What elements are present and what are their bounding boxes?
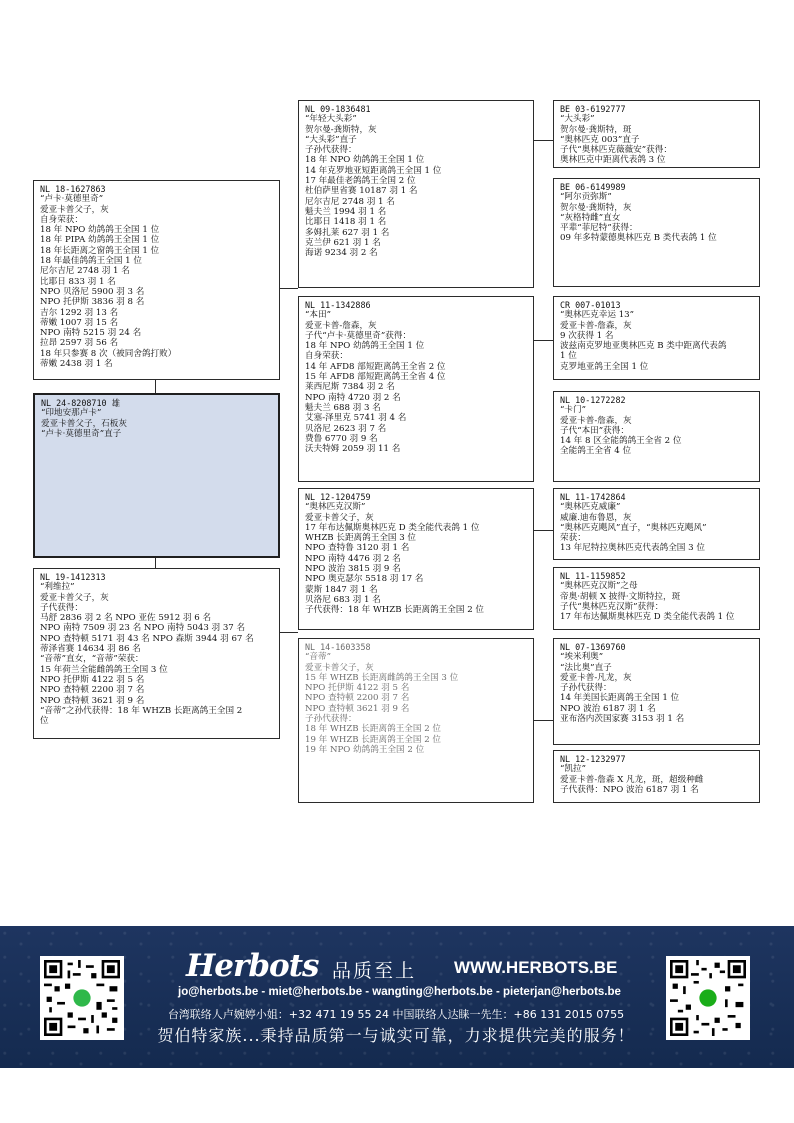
pedigree-line: 17 年最佳老鸽鸽王全国 2 位 bbox=[305, 176, 416, 187]
sire-sire-card bbox=[298, 100, 534, 288]
pedigree-line: NPO 南特 7509 羽 23 名 NPO 南特 5043 羽 37 名 bbox=[40, 623, 246, 634]
qr-code-right bbox=[666, 956, 750, 1040]
dam-dam-dam-card bbox=[553, 750, 760, 803]
pedigree-line: NPO 托伊斯 4122 羽 5 名 bbox=[40, 674, 145, 685]
ring-number: CR 007-01013 bbox=[560, 300, 621, 310]
contact-emails[interactable]: jo@herbots.be - miet@herbots.be - wangting@herbots.be - pieterjan@herbots.be bbox=[178, 986, 621, 998]
pedigree-line: 子代“本田”获得： bbox=[560, 425, 629, 436]
pedigree-line: 克罗地亚鸽王全国 1 位 bbox=[560, 361, 649, 372]
pedigree-line: NPO 查特鲁 3120 羽 1 名 bbox=[305, 543, 410, 554]
subject-card bbox=[33, 393, 280, 558]
pedigree-line: 贺尔曼·龚斯特，灰 bbox=[560, 202, 632, 213]
pedigree-line: “凯拉” bbox=[560, 764, 586, 775]
pedigree-line: WHZB 长距离鸽王全国 3 位 bbox=[305, 533, 417, 544]
connector-sire-subject bbox=[155, 380, 156, 393]
pedigree-line: 爱亚卡普-詹森，灰 bbox=[560, 320, 632, 331]
pedigree-line: 18 年 NPO 幼鸽鸽王全国 1 位 bbox=[40, 225, 160, 236]
pedigree-line: 帝奥·胡顿 X 披得·文斯特拉，斑 bbox=[560, 591, 681, 602]
ring-number: NL 07-1369760 bbox=[560, 642, 626, 652]
dam-dam-card bbox=[298, 638, 534, 803]
pedigree-line: NPO 查特顿 3621 羽 9 名 bbox=[40, 695, 145, 706]
pedigree-line: 尼尔吉尼 2748 羽 1 名 bbox=[40, 266, 130, 277]
sire-sire-sire-card bbox=[553, 100, 760, 168]
pedigree-line: “卢卡·莫德里奇”直子 bbox=[41, 428, 122, 439]
pedigree-line: 14 年克罗地亚短距离鸽王全国 1 位 bbox=[305, 165, 442, 176]
pedigree-line: 贝洛尼 683 羽 1 名 bbox=[305, 594, 381, 605]
footer-banner bbox=[0, 926, 794, 1068]
sire-card bbox=[33, 180, 280, 380]
pedigree-line: “埃米利奥” bbox=[560, 652, 604, 663]
pedigree-line: NPO 南特 5215 羽 24 名 bbox=[40, 328, 142, 339]
pedigree-line: NPO 托伊斯 3836 羽 8 名 bbox=[40, 297, 145, 308]
sire-dam-card bbox=[298, 296, 534, 482]
pedigree-line: “本田” bbox=[305, 310, 331, 321]
pedigree-line: 吉尔 1292 羽 13 名 bbox=[40, 307, 119, 318]
ring-number: NL 12-1232977 bbox=[560, 754, 626, 764]
dam-card bbox=[33, 568, 280, 739]
pedigree-line: 自身荣获： bbox=[40, 214, 83, 225]
pedigree-line: 杜伯萨里省赛 10187 羽 1 名 bbox=[305, 186, 418, 197]
pedigree-line: 尼尔吉尼 2748 羽 1 名 bbox=[305, 196, 395, 207]
pedigree-line: 多姆扎莱 627 羽 1 名 bbox=[305, 227, 390, 238]
pedigree-line: 子代“奥林匹克汉斯”获得： bbox=[560, 601, 664, 612]
pedigree-line: 爱亚卡普父子，灰 bbox=[40, 592, 109, 603]
pedigree-line: 平辈“菲尼特”获得： bbox=[560, 223, 638, 234]
pedigree-line: 14 年 8 区全能鸽鸽王全省 2 位 bbox=[560, 436, 682, 447]
pedigree-line: “印地安那卢卡” bbox=[41, 408, 102, 419]
ring-number: NL 09-1836481 bbox=[305, 104, 371, 114]
connector-gen3-d bbox=[534, 720, 553, 721]
pedigree-line: 子代获得： bbox=[40, 602, 83, 613]
pedigree-line: “奥林匹克 003”直子 bbox=[560, 134, 640, 145]
pedigree-line: 荣获： bbox=[560, 533, 586, 544]
pedigree-line: 爱亚卡普-詹森，灰 bbox=[560, 415, 632, 426]
pedigree-line: NPO 托伊斯 4122 羽 5 名 bbox=[305, 683, 410, 694]
pedigree-line: 比耶日 1418 羽 1 名 bbox=[305, 217, 387, 228]
pedigree-line: 马舒 2836 羽 2 名 NPO 亚佐 5912 羽 6 名 bbox=[40, 613, 212, 624]
pedigree-line: 18 年 WHZB 长距离鸽王全国 2 位 bbox=[305, 724, 442, 735]
pedigree-line: “大头彩” bbox=[560, 114, 595, 125]
qr-code-left-graphic bbox=[44, 960, 120, 1036]
ring-number: NL 11-1742864 bbox=[560, 492, 626, 502]
pedigree-line: NPO 贝洛尼 5900 羽 3 名 bbox=[40, 286, 145, 297]
pedigree-line: “利维拉” bbox=[40, 582, 75, 593]
pedigree-line: NPO 波治 3815 羽 9 名 bbox=[305, 564, 401, 575]
pedigree-line: NPO 查特顿 2200 羽 7 名 bbox=[40, 685, 145, 696]
pedigree-line: 爱亚卡普父子，灰 bbox=[305, 512, 374, 523]
pedigree-line: NPO 查特顿 5171 羽 43 名 NPO 森斯 3944 羽 67 名 bbox=[40, 633, 254, 644]
wechat-icon bbox=[699, 989, 716, 1006]
pedigree-line: 海诺 9234 羽 2 名 bbox=[305, 248, 378, 259]
pedigree-line: “灰格特雌”直女 bbox=[560, 212, 621, 223]
pedigree-line: 全能鸽王全省 4 位 bbox=[560, 446, 632, 457]
pedigree-line: 爱亚卡普-凡龙，灰 bbox=[560, 672, 632, 683]
pedigree-line: 子代获得：18 年 WHZB 长距离鸽王全国 2 位 bbox=[305, 605, 484, 616]
pedigree-line: “奥林匹克威廉” bbox=[560, 502, 621, 513]
pedigree-line: 爱亚卡普父子，灰 bbox=[305, 662, 374, 673]
sire-dam-dam-card bbox=[553, 391, 760, 482]
pedigree-line: 蒂嫩 1007 羽 15 名 bbox=[40, 317, 119, 328]
brand-line bbox=[186, 948, 626, 988]
pedigree-line: “法比奥”直子 bbox=[560, 662, 612, 673]
ring-number: BE 06-6149989 bbox=[560, 182, 626, 192]
pedigree-line: 子代获得：NPO 波治 6187 羽 1 名 bbox=[560, 784, 699, 795]
pedigree-line: 19 年 NPO 幼鸽鸽王全国 2 位 bbox=[305, 744, 425, 755]
pedigree-line: “卡门” bbox=[560, 405, 586, 416]
pedigree-line: 爱亚卡普-詹森 X 凡龙，斑，超级种雌 bbox=[560, 774, 704, 785]
pedigree-line: 莱西尼斯 7384 羽 2 名 bbox=[305, 382, 395, 393]
pedigree-line: 子代“卢卡·莫德里奇”获得： bbox=[305, 330, 412, 341]
pedigree-line: “年轻大头彩” bbox=[305, 114, 357, 125]
pedigree-line: 子孙代获得： bbox=[305, 714, 357, 725]
pedigree-line: 贺尔曼·龚斯特，斑 bbox=[560, 124, 632, 135]
pedigree-line: 亚布洛内茨国家赛 3153 羽 1 名 bbox=[560, 714, 685, 725]
contact-phones: 台湾联络人卢婉婷小姐：+32 471 19 55 24 中国联络人达睐一先生：+86 131 2015 0755 bbox=[167, 1008, 625, 1021]
pedigree-line: 克兰伊 621 羽 1 名 bbox=[305, 237, 381, 248]
pedigree-line: 13 年尼特拉奥林匹克代表鸽全国 3 位 bbox=[560, 543, 705, 554]
pedigree-line: 贺尔曼-龚斯特，灰 bbox=[305, 124, 377, 135]
dam-dam-sire-card bbox=[553, 638, 760, 745]
connector-gen3-b bbox=[534, 340, 553, 341]
pedigree-line: 17 年布达佩斯奥林匹克 D 类全能代表鸽 1 位 bbox=[305, 522, 480, 533]
pedigree-line: 15 年荷兰全能雌鸽鸽王全国 3 位 bbox=[40, 664, 168, 675]
pedigree-line: “奥林匹克幸运 13” bbox=[560, 310, 635, 321]
pedigree-line: 蒂嫩 2438 羽 1 名 bbox=[40, 359, 113, 370]
connector-gen3-c bbox=[534, 530, 553, 531]
connector-subject-dam bbox=[155, 558, 156, 568]
pedigree-line: 子孙代获得： bbox=[305, 145, 357, 156]
pedigree-line: “卢卡·莫德里奇” bbox=[40, 194, 104, 205]
pedigree-line: “音蒂”之孙代获得：18 年 WHZB 长距离鸽王全国 2 bbox=[40, 705, 243, 716]
ring-number: NL 11-1342886 bbox=[305, 300, 371, 310]
pedigree-line: 威廉.迪布鲁恩，灰 bbox=[560, 512, 632, 523]
pedigree-line: 沃夫特姆 2059 羽 11 名 bbox=[305, 444, 401, 455]
pedigree-line: “阿尔贡弥斯” bbox=[560, 192, 612, 203]
pedigree-line: 18 年最佳鸽鸽王全国 1 位 bbox=[40, 256, 142, 267]
dam-sire-dam-card bbox=[553, 567, 760, 630]
pedigree-line: 爱亚卡普父子，石板灰 bbox=[41, 418, 127, 429]
pedigree-line: NPO 波治 6187 羽 1 名 bbox=[560, 703, 656, 714]
ring-number: NL 24-8208710 雄 bbox=[41, 398, 120, 408]
pedigree-line: 17 年布达佩斯奥林匹克 D 类全能代表鸽 1 位 bbox=[560, 612, 735, 623]
footer-tagline: 贺伯特家族...秉持品质第一与诚实可靠，力求提供完美的服务！ bbox=[157, 1026, 635, 1045]
pedigree-line: NPO 南特 4720 羽 2 名 bbox=[305, 392, 401, 403]
pedigree-line: 贝洛尼 2623 羽 7 名 bbox=[305, 423, 387, 434]
brand-slogan: 品质至上 bbox=[332, 960, 417, 982]
pedigree-line: 09 年多特蒙德奥林匹克 B 类代表鸽 1 位 bbox=[560, 233, 717, 244]
pedigree-line: 18 年 NPO 幼鸽鸽王全国 1 位 bbox=[305, 155, 425, 166]
connector-gen3-a bbox=[534, 140, 553, 141]
ring-number: NL 10-1272282 bbox=[560, 395, 626, 405]
pedigree-line: 18 年 NPO 幼鸽鸽王全国 1 位 bbox=[305, 341, 425, 352]
ring-number: NL 14-1603358 bbox=[305, 642, 371, 652]
pedigree-line: 18 年只参赛 8 次（被同舍鸽打败） bbox=[40, 348, 177, 359]
pedigree-line: 爱亚卡普-詹森，灰 bbox=[305, 320, 377, 331]
website-link[interactable]: WWW.HERBOTS.BE bbox=[454, 958, 618, 977]
pedigree-line: NPO 南特 4476 羽 2 名 bbox=[305, 553, 401, 564]
pedigree-line: NPO 查特顿 2200 羽 7 名 bbox=[305, 693, 410, 704]
dam-sire-sire-card bbox=[553, 488, 760, 560]
pedigree-line: “奥林匹克汉斯” bbox=[305, 502, 366, 513]
pedigree-line: 9 次获得 1 名 bbox=[560, 330, 614, 341]
pedigree-line: NPO 奥克瑟尔 5518 羽 17 名 bbox=[305, 574, 424, 585]
pedigree-line: 14 年 AFD8 部短距离鸽王全省 2 位 bbox=[305, 361, 446, 372]
pedigree-line: 19 年 WHZB 长距离鸽王全国 2 位 bbox=[305, 734, 442, 745]
pedigree-line: 1 位 bbox=[560, 351, 577, 362]
connector-dam-gen2 bbox=[280, 632, 298, 633]
ring-number: NL 19-1412313 bbox=[40, 572, 106, 582]
pedigree-line: 爱亚卡普父子，灰 bbox=[40, 204, 109, 215]
pedigree-line: 自身荣获： bbox=[305, 351, 348, 362]
pedigree-line: 18 年 PIPA 幼鸽鸽王全国 1 位 bbox=[40, 235, 160, 246]
ring-number: NL 11-1159852 bbox=[560, 571, 626, 581]
sire-sire-dam-card bbox=[553, 178, 760, 287]
pedigree-line: 子代“奥林匹克薇薇安”获得： bbox=[560, 145, 672, 156]
pedigree-line: 波兹南克罗地亚奥林匹克 B 类中距离代表鸽 bbox=[560, 341, 727, 352]
line-icon bbox=[73, 989, 90, 1006]
ring-number: NL 18-1627863 bbox=[40, 184, 106, 194]
ring-number: NL 12-1204759 bbox=[305, 492, 371, 502]
pedigree-line: 魁夫兰 688 羽 3 名 bbox=[305, 402, 381, 413]
pedigree-line: “大头彩”直子 bbox=[305, 134, 357, 145]
pedigree-line: “奥林匹克飓风”直子，“奥林匹克飓风” bbox=[560, 522, 707, 533]
pedigree-line: 位 bbox=[40, 716, 49, 727]
pedigree-line: 蒂泽省赛 14634 羽 86 名 bbox=[40, 644, 141, 655]
ring-number: BE 03-6192777 bbox=[560, 104, 626, 114]
pedigree-line: “音蒂”直女，“音蒂”荣获： bbox=[40, 654, 144, 665]
pedigree-line: 费鲁 6770 羽 9 名 bbox=[305, 433, 378, 444]
pedigree-line: 奥林匹克中距离代表鸽 3 位 bbox=[560, 155, 666, 166]
pedigree-line: 蒙斯 1847 羽 1 名 bbox=[305, 584, 378, 595]
connector-sire-gen2 bbox=[280, 288, 298, 289]
pedigree-line: 子孙代获得： bbox=[560, 683, 612, 694]
pedigree-line: 比耶日 833 羽 1 名 bbox=[40, 276, 116, 287]
sire-dam-sire-card bbox=[553, 296, 760, 380]
pedigree-line: 15 年 AFD8 部短距离鸽王全省 4 位 bbox=[305, 372, 446, 383]
pedigree-line: “奥林匹克汉斯”之母 bbox=[560, 581, 638, 592]
pedigree-line: 18 年长距离之窗鸽王全国 1 位 bbox=[40, 245, 160, 256]
pedigree-line: 14 年美国长距离鸽王全国 1 位 bbox=[560, 693, 680, 704]
pedigree-line: 拉昂 2597 羽 56 名 bbox=[40, 338, 119, 349]
pedigree-line: 15 年 WHZB 长距离雌鸽鸽王全国 3 位 bbox=[305, 672, 459, 683]
pedigree-line: NPO 查特顿 3621 羽 9 名 bbox=[305, 703, 410, 714]
qr-code-right-graphic bbox=[670, 960, 746, 1036]
herbots-logo: Herbots bbox=[186, 948, 319, 984]
pedigree-line: “音蒂” bbox=[305, 652, 331, 663]
qr-code-left bbox=[40, 956, 124, 1040]
pedigree-line: 艾塞-泽里克 5741 羽 4 名 bbox=[305, 413, 407, 424]
dam-sire-card bbox=[298, 488, 534, 630]
pedigree-line: 魁夫兰 1994 羽 1 名 bbox=[305, 206, 387, 217]
